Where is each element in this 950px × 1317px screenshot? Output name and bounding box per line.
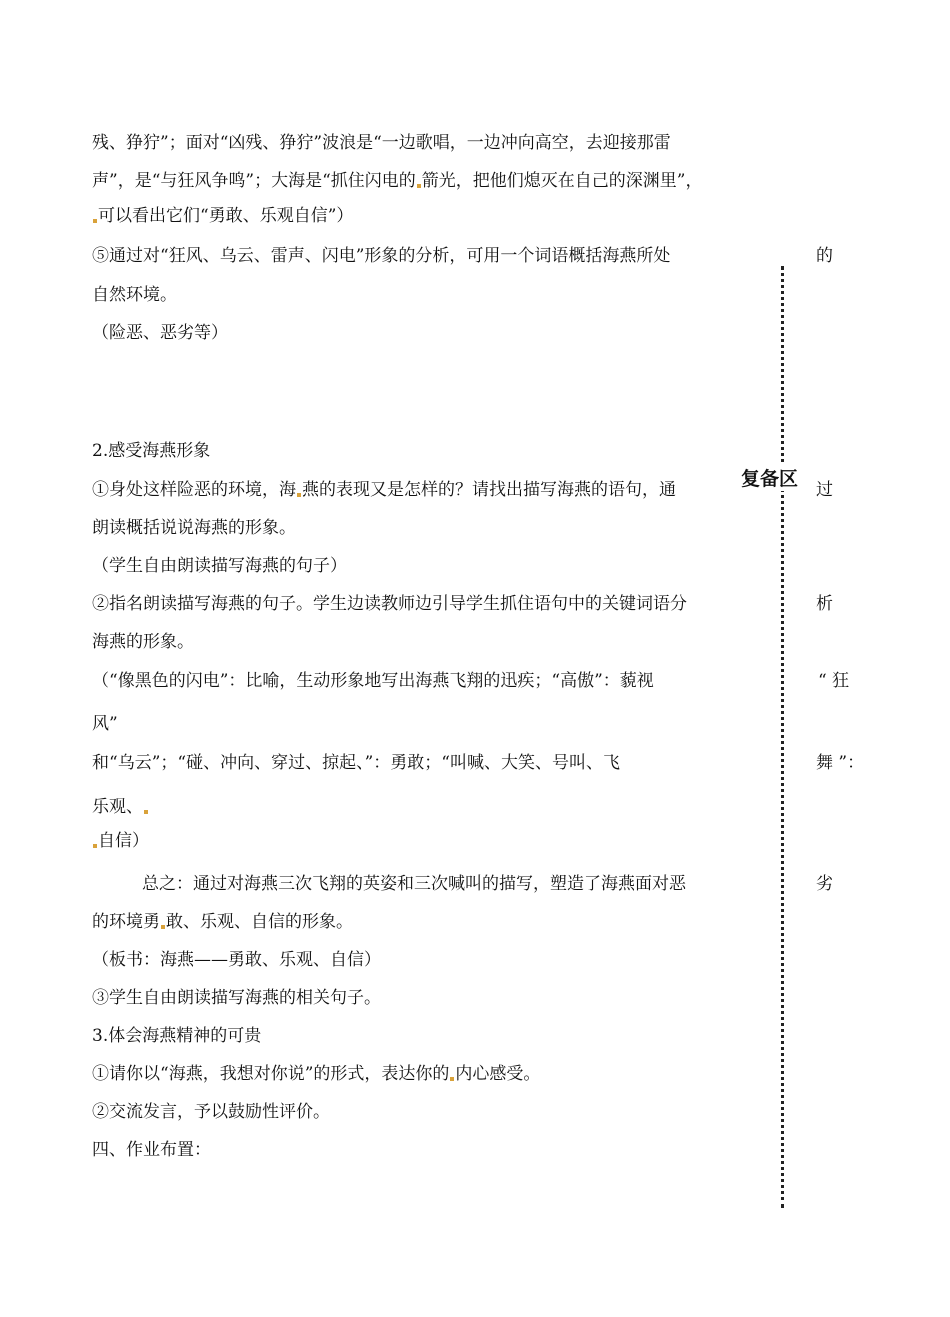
text-segment: 的环境勇 — [92, 912, 160, 932]
text-segment: 可以看出它们“勇敢、乐观自信”） — [98, 206, 354, 226]
text-line — [92, 170, 702, 192]
text-line — [92, 830, 149, 852]
text-segment: 燕的表现又是怎样的？请找出描写海燕的语句，通 — [302, 480, 676, 500]
summary-line: 总之：通过对海燕三次飞翔的英姿和三次喊叫的描写，塑造了海燕面对恶 — [142, 874, 686, 894]
text-line: ⑤通过对“狂风、乌云、雷声、闪电”形象的分析，可用一个词语概括海燕所处 — [92, 246, 671, 266]
highlight-mark — [161, 925, 165, 929]
text-line: ②交流发言，予以鼓励性评价。 — [92, 1102, 330, 1122]
text-line — [92, 796, 149, 818]
text-line — [92, 911, 353, 933]
region-label: 复备区 — [739, 464, 800, 491]
text-line: （板书：海燕——勇敢、乐观、自信） — [92, 950, 381, 970]
side-text: 的 — [816, 246, 833, 266]
section-heading: 四、作业布置： — [92, 1140, 211, 1160]
highlight-mark — [297, 493, 301, 497]
text-line: 海燕的形象。 — [92, 632, 194, 652]
text-line: 自然环境。 — [92, 285, 177, 305]
text-line: 朗读概括说说海燕的形象。 — [92, 518, 296, 538]
text-line — [92, 1063, 540, 1085]
side-text: 劣 — [816, 874, 833, 894]
highlight-mark — [93, 844, 97, 848]
text-line: 风” — [92, 714, 118, 734]
side-text: 析 — [816, 594, 833, 614]
text-segment: 内心感受。 — [455, 1064, 541, 1084]
text-line: （“像黑色的闪电”：比喻，生动形象地写出海燕飞翔的迅疾；“高傲”：藐视 — [92, 671, 654, 691]
section-heading: 2.感受海燕形象 — [92, 441, 211, 461]
highlight-mark — [417, 184, 421, 188]
text-segment: 声”，是“与狂风争鸣”；大海是“抓住闪电的 — [92, 171, 416, 191]
text-line: 残、狰狞”；面对“凶残、狰狞”波浪是“一边歌唱，一边冲向高空，去迎接那雷 — [92, 133, 671, 153]
text-segment: ①身处这样险恶的环境，海 — [92, 480, 296, 500]
text-line: ②指名朗读描写海燕的句子。学生边读教师边引导学生抓住语句中的关键词语分 — [92, 594, 687, 614]
side-text: 过 — [816, 480, 833, 500]
text-line — [92, 205, 353, 227]
text-line: 和“乌云”；“碰、冲向、穿过、掠起、”：勇敢；“叫喊、大笑、号叫、飞 — [92, 753, 620, 773]
text-line: （学生自由朗读描写海燕的句子） — [92, 556, 347, 576]
highlight-mark — [144, 810, 148, 814]
text-segment: 自信） — [98, 831, 149, 851]
dotted-divider — [781, 266, 784, 1208]
text-segment: 箭光，把他们熄灭在自己的深渊里”， — [421, 171, 703, 191]
section-heading: 3.体会海燕精神的可贵 — [92, 1026, 262, 1046]
text-line: （险恶、恶劣等） — [92, 323, 228, 343]
text-segment: 敢、乐观、自信的形象。 — [166, 912, 353, 932]
side-text: 舞 ”： — [816, 753, 865, 773]
highlight-mark — [93, 219, 97, 223]
side-text: “ 狂 — [818, 671, 850, 691]
text-line: ③学生自由朗读描写海燕的相关句子。 — [92, 988, 381, 1008]
text-segment: 乐观、 — [92, 797, 143, 817]
highlight-mark — [450, 1077, 454, 1081]
text-line — [92, 479, 676, 501]
text-segment: ①请你以“海燕，我想对你说”的形式，表达你的 — [92, 1064, 450, 1084]
